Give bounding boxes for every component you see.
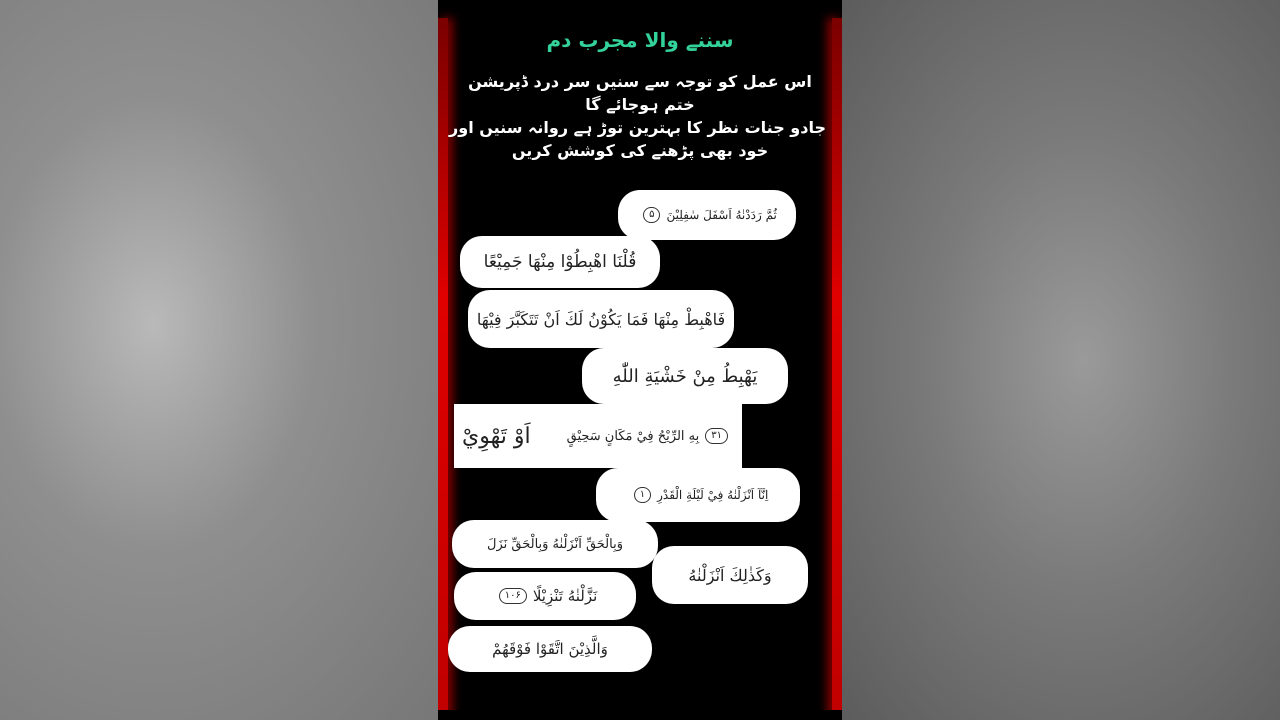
verse-bubble: [582, 348, 788, 404]
intro-line: اس عمل کو توجہ سے سنیں سر درد ڈپریشن: [468, 72, 812, 91]
bottom-strip: [438, 710, 842, 720]
red-border-left: [438, 18, 448, 720]
verse-number: ۵: [643, 207, 660, 223]
verse-text: نَزَّلْنٰهُ تَنْزِيْلًا: [532, 587, 598, 605]
verse-bubble: [454, 404, 742, 468]
intro-line: ختم ہوجائے گا: [585, 95, 695, 114]
verse-text: وَالَّذِيْنَ اتَّقَوْا فَوْقَهُمْ: [492, 640, 608, 658]
verse-number: ۱: [634, 487, 651, 503]
intro-line: خود بھی پڑھنے کی کوشش کریں: [511, 141, 769, 160]
verse-number: ۳۱: [705, 428, 728, 444]
intro-line: جادو جنات نظر کا بہترین توڑ ہے روانہ سنیں اور: [449, 118, 826, 137]
verse-text: يَهْبِطُ مِنْ خَشْيَةِ اللّٰهِ: [612, 365, 758, 387]
verse-text: ثُمَّ رَدَدْنٰهُ اَسْفَلَ سٰفِلِيْنَ: [666, 208, 777, 222]
verse-bubble: [652, 546, 808, 604]
red-border-right: [832, 18, 842, 720]
verse-bubble: [596, 468, 800, 522]
verse-text: بِهِ الرِّيْحُ فِيْ مَكَانٍ سَحِيْقٍ: [566, 428, 700, 444]
verse-text-large: اَوْ تَهْوِيْ: [462, 423, 531, 449]
intro-text: [449, 70, 826, 162]
verse-text: وَبِالْحَقِّ اَنْزَلْنٰهُ وَبِالْحَقِّ نَزَلَ: [487, 536, 623, 552]
verse-bubble: [618, 190, 796, 240]
verse-text: اِنَّآ اَنْزَلْنٰهُ فِيْ لَيْلَةِ الْقَدْرِ: [657, 488, 769, 502]
video-title: سننے والا مجرب دم: [546, 28, 734, 52]
verse-bubble: [460, 236, 660, 288]
verse-text: فَاهْبِطْ مِنْهَا فَمَا يَكُوْنُ لَكَ اَنْ تَتَكَبَّرَ فِيْهَا: [476, 309, 726, 329]
verse-bubble: [448, 626, 652, 672]
verse-bubble: [452, 520, 658, 568]
video-frame[interactable]: [438, 0, 842, 720]
verse-bubble: [454, 572, 636, 620]
verse-text: وَكَذٰلِكَ اَنْزَلْنٰهُ: [688, 565, 772, 585]
verse-text: قُلْنَا اهْبِطُوْا مِنْهَا جَمِيْعًا: [483, 252, 637, 272]
verse-bubble: [468, 290, 734, 348]
background-blur-right: [842, 0, 1280, 720]
background-blur-left: [0, 0, 438, 720]
verse-number: ۱۰۶: [499, 588, 527, 604]
